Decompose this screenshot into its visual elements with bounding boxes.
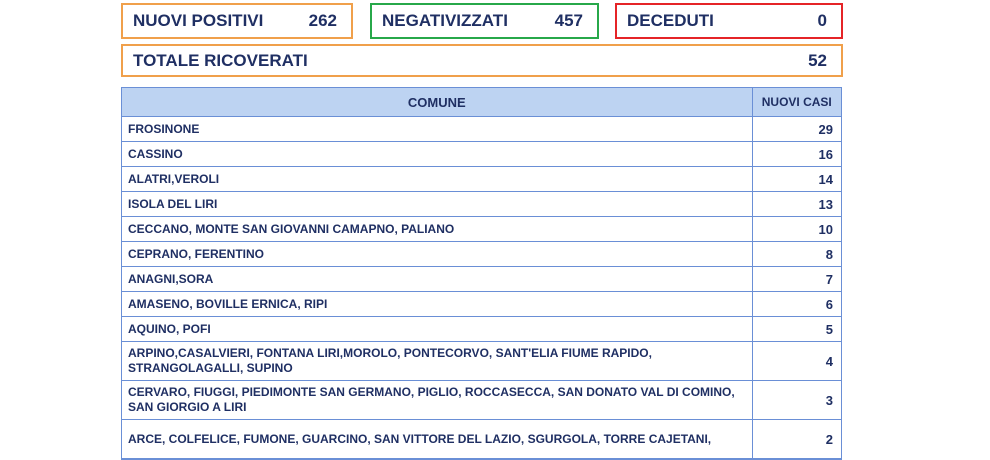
negativizzati-box (370, 3, 599, 39)
row-comune: CASSINO (122, 142, 752, 167)
totale-ricoverati-value: 52 (808, 50, 827, 70)
row-comune: ALATRI,VEROLI (122, 167, 752, 192)
row-casi: 29 (752, 117, 841, 142)
row-casi: 4 (752, 342, 841, 381)
table-row (122, 267, 841, 292)
nuovi-positivi-box (121, 3, 353, 39)
table-row (122, 242, 841, 267)
row-casi: 3 (752, 381, 841, 420)
row-casi: 13 (752, 192, 841, 217)
cases-table (122, 88, 841, 459)
totale-ricoverati-box (121, 44, 843, 77)
negativizzati-label: NEGATIVIZZATI (382, 11, 508, 30)
table-row (122, 192, 841, 217)
row-casi: 6 (752, 292, 841, 317)
table-row (122, 342, 841, 381)
deceduti-box (615, 3, 843, 39)
row-comune: AQUINO, POFI (122, 317, 752, 342)
row-comune: ARPINO,CASALVIERI, FONTANA LIRI,MOROLO, PONTECORVO, SANT'ELIA FIUME RAPIDO, STRANGOLAGALLI, SUPINO (122, 342, 752, 381)
row-casi: 14 (752, 167, 841, 192)
table-row (122, 117, 841, 142)
row-comune: ISOLA DEL LIRI (122, 192, 752, 217)
header-comune: COMUNE (122, 88, 752, 117)
table-row (122, 142, 841, 167)
row-casi: 7 (752, 267, 841, 292)
table-row (122, 420, 841, 459)
nuovi-positivi-value: 262 (308, 11, 337, 30)
table-header-row (122, 88, 841, 117)
table-row (122, 292, 841, 317)
row-comune: ARCE, COLFELICE, FUMONE, GUARCINO, SAN VITTORE DEL LAZIO, SGURGOLA, TORRE CAJETANI, (122, 420, 752, 459)
row-casi: 16 (752, 142, 841, 167)
table-row (122, 217, 841, 242)
table-row (122, 381, 841, 420)
totale-ricoverati-label: TOTALE RICOVERATI (133, 50, 308, 70)
row-comune: CEPRANO, FERENTINO (122, 242, 752, 267)
row-comune: ANAGNI,SORA (122, 267, 752, 292)
row-comune: CERVARO, FIUGGI, PIEDIMONTE SAN GERMANO, PIGLIO, ROCCASECCA, SAN DONATO VAL DI COMINO, SAN GIORGIO A LIRI (122, 381, 752, 420)
row-comune: CECCANO, MONTE SAN GIOVANNI CAMAPNO, PALIANO (122, 217, 752, 242)
deceduti-label: DECEDUTI (627, 11, 714, 30)
cases-table-wrapper (121, 87, 842, 460)
header-nuovi-casi: NUOVI CASI (752, 88, 841, 117)
table-row (122, 167, 841, 192)
row-casi: 2 (752, 420, 841, 459)
row-casi: 5 (752, 317, 841, 342)
deceduti-value: 0 (817, 11, 827, 30)
row-comune: FROSINONE (122, 117, 752, 142)
table-row (122, 317, 841, 342)
row-casi: 8 (752, 242, 841, 267)
negativizzati-value: 457 (554, 11, 583, 30)
row-comune: AMASENO, BOVILLE ERNICA, RIPI (122, 292, 752, 317)
row-casi: 10 (752, 217, 841, 242)
nuovi-positivi-label: NUOVI POSITIVI (133, 11, 264, 30)
